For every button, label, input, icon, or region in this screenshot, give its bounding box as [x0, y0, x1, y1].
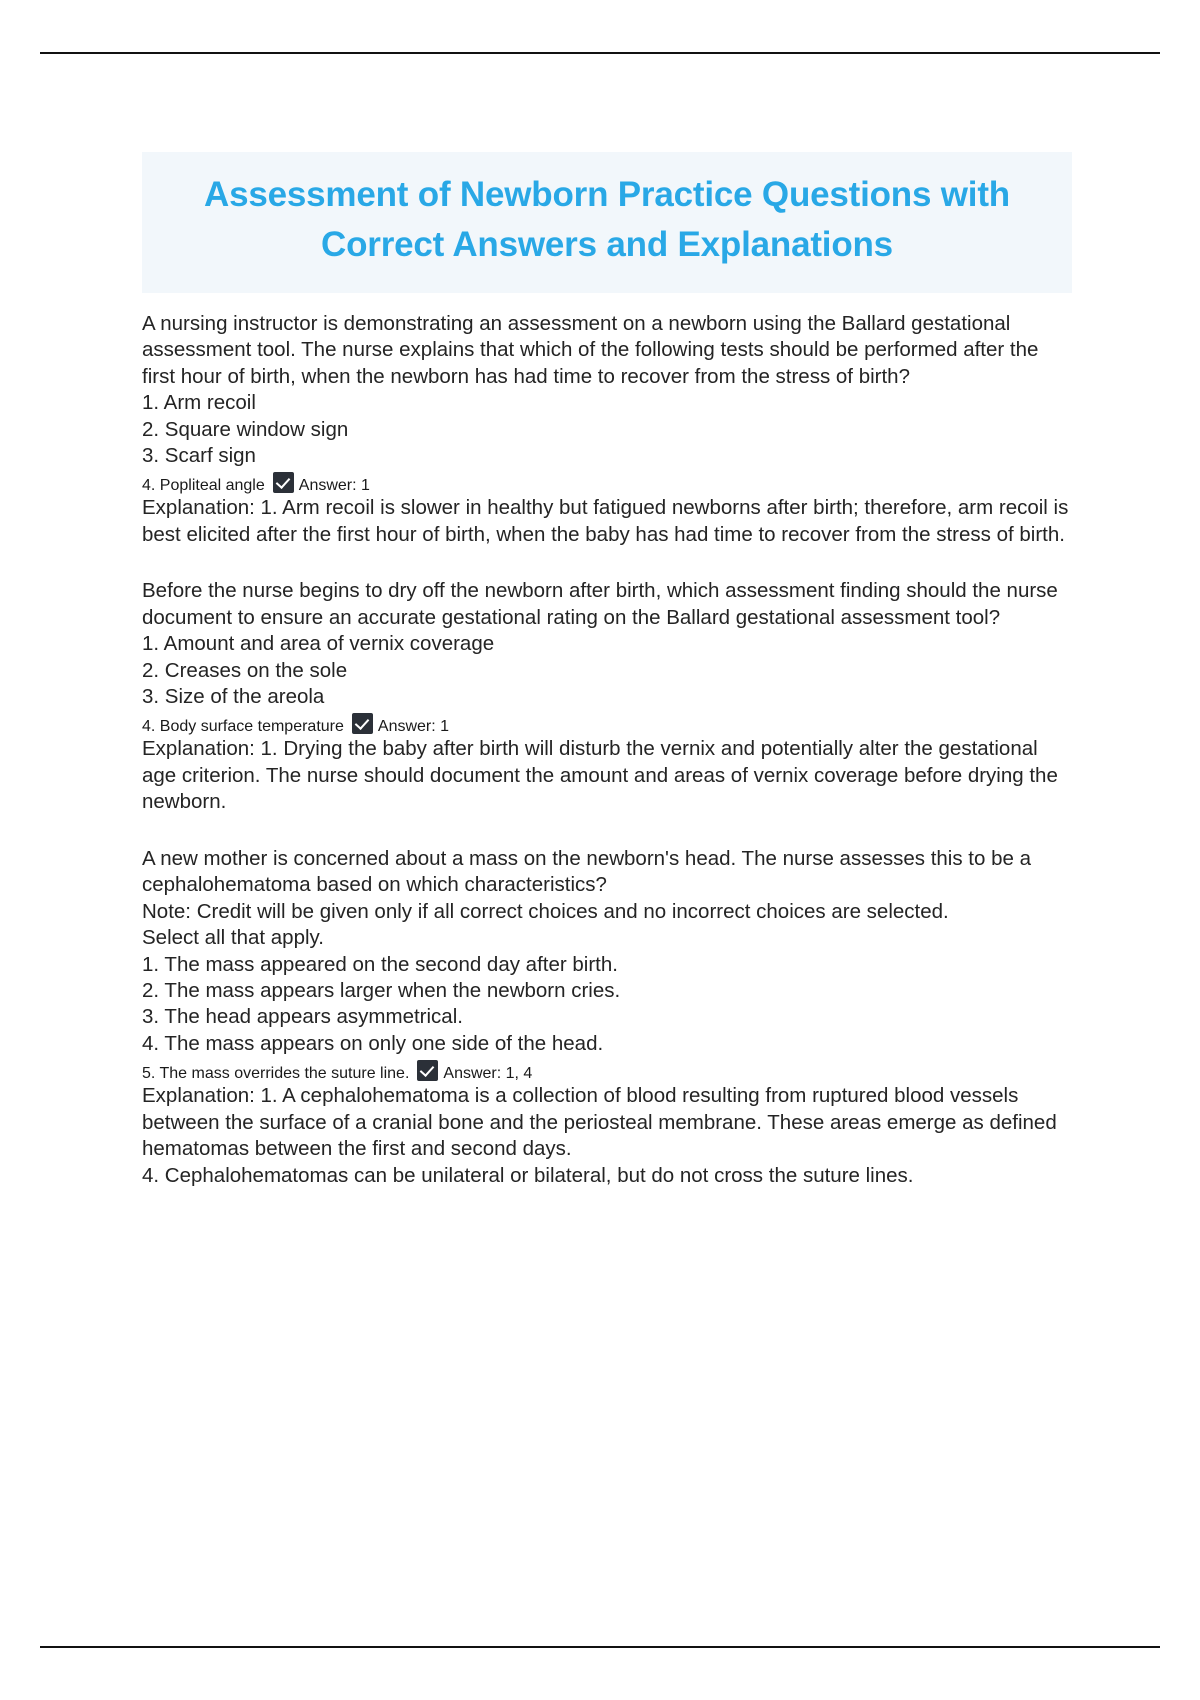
question-option: 2. The mass appears larger when the newborn cries. — [142, 978, 621, 1002]
question-explanation: Explanation: 1. Arm recoil is slower in healthy but fatigued newborns after birth; therefore, arm recoil is best elicited after the first hour of birth, when the baby has had time to recover from the stress of birth. — [142, 496, 1069, 546]
question-note: Note: Credit will be given only if all correct choices and no incorrect choices are selected. — [142, 899, 949, 923]
question-option: 4. Body surface temperature — [142, 718, 344, 736]
question-explanation: Explanation: 1. A cephalohematoma is a collection of blood resulting from ruptured blood vessels between the surface of a cranial bone and the periosteal membrane. These areas emerge as defined hematomas between the first and second days. — [142, 1084, 1057, 1161]
answer-label: Answer: 1 — [298, 477, 370, 495]
question-option: 4. The mass appears on only one side of the head. — [142, 1031, 604, 1055]
question-option: 2. Creases on the sole — [142, 658, 348, 682]
question-option: 1. Amount and area of vernix coverage — [142, 632, 495, 656]
questions-body — [142, 311, 1072, 1189]
title-banner — [142, 152, 1072, 293]
answer-label: Answer: 1, 4 — [443, 1065, 533, 1083]
question-option-with-answer — [142, 1057, 1072, 1083]
checkmark-icon — [352, 713, 373, 734]
question-option: 5. The mass overrides the suture line. — [142, 1065, 410, 1083]
question-block — [142, 311, 1072, 549]
document-content — [142, 152, 1072, 1189]
question-option: 1. Arm recoil — [142, 391, 256, 415]
question-option: 3. Size of the areola — [142, 685, 325, 709]
question-stem: A nursing instructor is demonstrating an assessment on a newborn using the Ballard gestational assessment tool. The nurse explains that which of the following tests should be performed after the first hour of birth, when the newborn has had time to recover from the stress of birth? — [142, 311, 1039, 388]
question-option: 3. Scarf sign — [142, 443, 256, 467]
question-option-with-answer — [142, 469, 1072, 495]
question-explanation-extra: 4. Cephalohematomas can be unilateral or bilateral, but do not cross the suture lines. — [142, 1163, 914, 1187]
question-explanation: Explanation: 1. Drying the baby after birth will disturb the vernix and potentially alter the gestational age criterion. The nurse should document the amount and areas of vernix coverage before drying the newborn. — [142, 737, 1058, 814]
question-option: 2. Square window sign — [142, 417, 349, 441]
question-option-with-answer — [142, 710, 1072, 736]
question-stem: Before the nurse begins to dry off the newborn after birth, which assessment finding should the nurse document to ensure an accurate gestational rating on the Ballard gestational assessment tool? — [142, 579, 1058, 629]
question-block — [142, 846, 1072, 1189]
question-option: 1. The mass appeared on the second day after birth. — [142, 952, 618, 976]
question-option: 3. The head appears asymmetrical. — [142, 1005, 463, 1029]
question-block — [142, 578, 1072, 816]
footer-divider — [40, 1646, 1160, 1648]
checkmark-icon — [417, 1060, 438, 1081]
question-option: 4. Popliteal angle — [142, 477, 265, 495]
header-divider — [40, 52, 1160, 54]
question-instruction: Select all that apply. — [142, 926, 324, 950]
checkmark-icon — [273, 472, 294, 493]
question-stem: A new mother is concerned about a mass on the newborn's head. The nurse assesses this to be a cephalohematoma based on which characteristics? — [142, 846, 1031, 897]
page-title: Assessment of Newborn Practice Questions with Correct Answers and Explanations — [204, 175, 1010, 265]
answer-label: Answer: 1 — [377, 718, 450, 736]
